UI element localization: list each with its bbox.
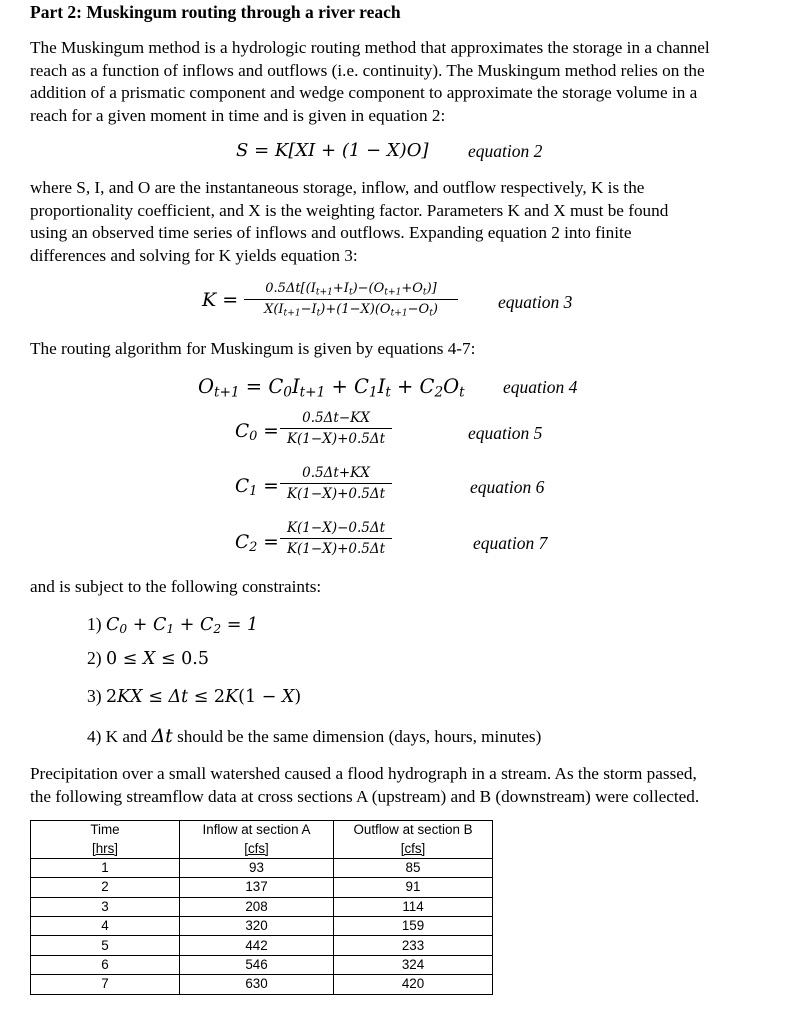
equation-2: S = K[XI + (1 − X)O] (236, 140, 429, 161)
equation-6-lhs: $C_1$ = (235, 476, 279, 500)
constraint-4: 4) K and Δt should be the same dimension (days, hours, minutes) (87, 725, 542, 747)
unit-outflow-text: [cfs] (400, 840, 426, 856)
header-inflow: Inflow at section A (180, 821, 334, 840)
intro-paragraph (30, 37, 710, 127)
intro-line: reach as a function of inflows and outflows (i.e. continuity). The Muskingum method relies on the (30, 60, 705, 80)
equation-7-label: equation 7 (473, 533, 548, 553)
cell-time: 7 (31, 975, 180, 994)
equation-5-lhs: $C_0$ = (235, 421, 279, 445)
table-units-row (31, 839, 493, 858)
precip-paragraph (30, 763, 699, 808)
section-title: Part 2: Muskingum routing through a river reach (30, 2, 401, 22)
equation-2-label: equation 2 (468, 141, 543, 161)
cell-outflow: 159 (334, 916, 493, 935)
precip-line: the following streamflow data at cross sections A (upstream) and B (downstream) were collected. (30, 786, 700, 806)
constraints-intro: and is subject to the following constraints: (30, 577, 322, 596)
streamflow-table (30, 820, 493, 995)
equation-5-label: equation 5 (468, 423, 543, 443)
equation-3-label: equation 3 (498, 292, 573, 312)
table-header-row (31, 821, 493, 840)
table-row (31, 955, 493, 974)
equation-6-label: equation 6 (470, 477, 545, 497)
equation-4: $O_{t+1} = C_0I_{t+1} + C_1I_t + C_2O_t$ (198, 375, 465, 401)
equation-5-fraction: 0.5Δt−KX K(1−X)+0.5Δt (280, 410, 392, 447)
cell-outflow: 114 (334, 897, 493, 916)
table-row (31, 897, 493, 916)
unit-time-text: [hrs] (91, 840, 119, 856)
cell-outflow: 420 (334, 975, 493, 994)
intro-line: addition of a prismatic component and wedge component to approximate the storage volume in a (30, 83, 698, 103)
cell-inflow: 208 (180, 897, 334, 916)
header-time: Time (31, 821, 180, 840)
cell-time: 2 (31, 878, 180, 897)
cell-inflow: 442 (180, 936, 334, 955)
explanation-paragraph (30, 177, 668, 267)
explain-line: where S, I, and O are the instantaneous storage, inflow, and outflow respectively, K is the (30, 178, 645, 197)
equation-4-label: equation 4 (503, 377, 578, 397)
table-row (31, 975, 493, 994)
constraint-1: 1) $C_0 + C_1 + C_2 = 1$ (87, 614, 259, 637)
unit-inflow (180, 839, 334, 858)
equation-7-fraction: K(1−X)−0.5Δt K(1−X)+0.5Δt (280, 520, 392, 557)
table-row (31, 878, 493, 897)
constraint-4-text: should be the same dimension (days, hours, minutes) (172, 727, 542, 746)
explain-line: differences and solving for K yields equation 3: (30, 245, 358, 265)
intro-line: reach for a given moment in time and is given in equation 2: (30, 105, 446, 125)
cell-time: 6 (31, 955, 180, 974)
cell-outflow: 324 (334, 955, 493, 974)
unit-outflow (334, 839, 493, 858)
table-row (31, 858, 493, 877)
cell-time: 5 (31, 936, 180, 955)
cell-inflow: 93 (180, 858, 334, 877)
explain-line: proportionality coefficient, and X is the weighting factor. Parameters K and X must be found (30, 200, 669, 220)
constraint-3: 3) 2KX ≤ Δt ≤ 2K(1 − X) (87, 686, 302, 707)
equation-3-lhs: K = (202, 289, 239, 311)
intro-line: The Muskingum method is a hydrologic routing method that approximates the storage in a channel (30, 38, 710, 57)
cell-time: 4 (31, 916, 180, 935)
table-row (31, 916, 493, 935)
unit-time (31, 839, 180, 858)
cell-inflow: 320 (180, 916, 334, 935)
cell-outflow: 233 (334, 936, 493, 955)
cell-time: 1 (31, 858, 180, 877)
unit-inflow-text: [cfs] (244, 840, 269, 856)
equation-7-lhs: $C_2$ = (235, 532, 279, 556)
cell-inflow: 137 (180, 878, 334, 897)
header-outflow: Outflow at section B (334, 821, 493, 840)
constraint-2: 2) 0 ≤ X ≤ 0.5 (87, 648, 209, 669)
table-row (31, 936, 493, 955)
cell-outflow: 85 (334, 858, 493, 877)
constraint-4-prefix: 4) K and (87, 727, 152, 746)
explain-line: using an observed time series of inflows and outflows. Expanding equation 2 into finite (30, 223, 632, 243)
cell-inflow: 630 (180, 975, 334, 994)
equation-3-fraction: $0.5\Delta t[(I_{t+1}+I_t)-(O_{t+1}+O_t)]$ $X(I_{t+1}-I_t)+(1-X)(O_{t+1}-O_t)$ (244, 281, 458, 319)
cell-time: 3 (31, 897, 180, 916)
precip-line: Precipitation over a small watershed caused a flood hydrograph in a stream. As the storm passed, (30, 764, 697, 783)
cell-inflow: 546 (180, 955, 334, 974)
routing-intro: The routing algorithm for Muskingum is given by equations 4-7: (30, 339, 476, 358)
equation-6-fraction: 0.5Δt+KX K(1−X)+0.5Δt (280, 465, 392, 502)
cell-outflow: 91 (334, 878, 493, 897)
